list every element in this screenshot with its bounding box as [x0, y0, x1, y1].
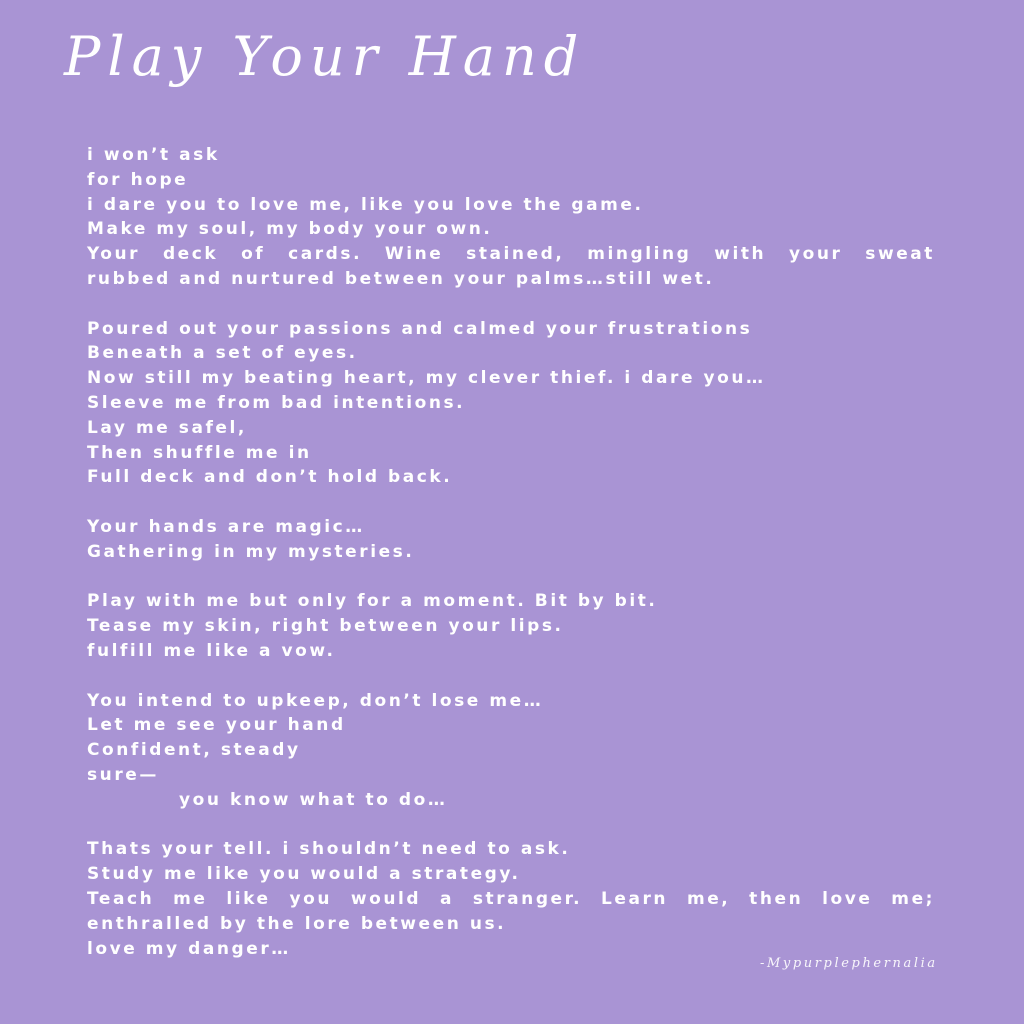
poem-line: Teach me like you would a stranger. Learn me, then love me;	[87, 888, 935, 909]
poem-line: Let me see your hand	[87, 715, 346, 736]
poem-line: for hope	[87, 169, 189, 190]
poem-line: Play with me but only for a moment. Bit by bit.	[87, 591, 658, 612]
poem-line: i dare you to love me, like you love the game.	[87, 194, 644, 215]
poem-line: Gathering in my mysteries.	[87, 541, 415, 562]
poem-line: Thats your tell. i shouldn’t need to ask.	[87, 839, 571, 860]
stanza-break	[87, 565, 935, 590]
poem-body	[87, 143, 935, 961]
poem-line: love my danger…	[87, 938, 291, 959]
poem-line: You intend to upkeep, don’t lose me…	[87, 690, 544, 711]
poem-line: Your hands are magic…	[87, 516, 365, 537]
stanza-break	[87, 813, 935, 838]
stanza-5	[87, 689, 935, 813]
poem-line: fulfill me like a vow.	[87, 640, 336, 661]
poem-line: enthralled by the lore between us.	[87, 913, 507, 934]
stanza-3	[87, 515, 935, 565]
poem-line: Tease my skin, right between your lips.	[87, 616, 564, 637]
poem-line: i won’t ask	[87, 145, 220, 165]
poem-line: Study me like you would a strategy.	[87, 864, 521, 885]
poem-line: Make my soul, my body your own.	[87, 219, 493, 240]
stanza-break	[87, 490, 935, 515]
poem-line: Sleeve me from bad intentions.	[87, 392, 466, 413]
poem-line: Lay me safel,	[87, 417, 247, 438]
poem-line: Now still my beating heart, my clever thief. i dare you…	[87, 368, 766, 389]
poem-line: rubbed and nurtured between your palms…still wet.	[87, 268, 715, 289]
poem-line: Confident, steady	[87, 740, 301, 761]
stanza-break	[87, 292, 935, 317]
poem-line: Full deck and don’t hold back.	[87, 467, 453, 488]
poem-line-indented: you know what to do…	[179, 789, 448, 810]
poem-line: Poured out your passions and calmed your frustrations	[87, 318, 753, 339]
poem-line: sure—	[87, 764, 159, 785]
stanza-1	[87, 143, 935, 292]
poem-line: Beneath a set of eyes.	[87, 343, 358, 364]
stanza-2	[87, 317, 935, 491]
stanza-4	[87, 589, 935, 663]
poem-line: Then shuffle me in	[87, 442, 312, 463]
stanza-6	[87, 837, 935, 961]
poem-title: Play Your Hand	[64, 25, 586, 88]
poem-line: Your deck of cards. Wine stained, mingling with your sweat	[87, 244, 935, 265]
stanza-break	[87, 664, 935, 689]
author-signature: -Mypurplephernalia	[760, 956, 938, 971]
